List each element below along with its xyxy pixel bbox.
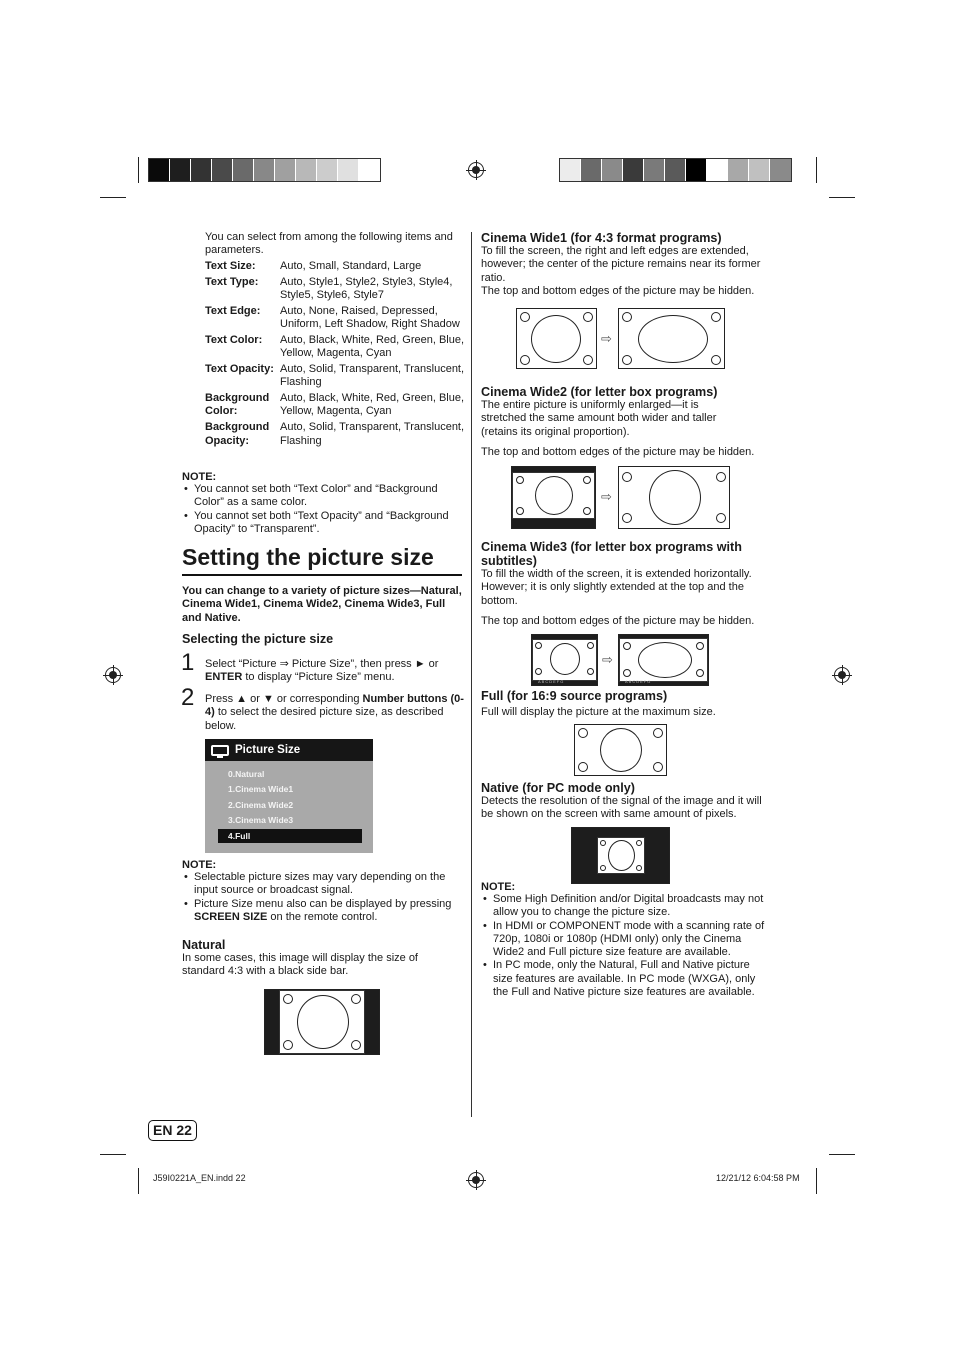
cinema-wide1-note: The top and bottom edges of the picture may be hidden. <box>481 285 755 297</box>
note-block-3: NOTE: • Some High Definition and/or Digital broadcasts may not allow you to change the picture size. • In HDMI or COMPONENT mode with a scanning rate of 720p, 1080i or 1080p (HDMI only) only the Cinema Wide2 and Full picture size feature are available. • In PC mode, only the Natural, Full and Native picture size features are available. In PC mode (WXGA), only the Full and Native picture size features are available. <box>481 881 766 999</box>
caption-params-table <box>205 260 470 450</box>
section-title: Setting the picture size <box>182 543 462 576</box>
param-row: Text Type: Auto, Style1, Style2, Style3, Style4, Style5, Style6, Style7 <box>205 275 453 302</box>
note-block-1: NOTE: • You cannot set both “Text Color” and “Background Color” as a same color. • You cannot set both “Text Opacity” and “Background Opacity” to “Transparent”. <box>182 471 467 536</box>
color-swatch <box>359 159 380 181</box>
column-divider <box>471 232 472 1117</box>
color-swatch <box>338 159 359 181</box>
registration-mark-left <box>105 667 121 683</box>
param-row: Background Color: Auto, Black, White, Red, Green, Blue, Yellow, Magenta, Cyan <box>205 392 465 418</box>
cinema-wide3-before-diagram: ABCDEFG <box>531 634 598 686</box>
color-swatch <box>254 159 275 181</box>
cinema-wide3-heading: Cinema Wide3 (for letter box programs with subtitles) <box>481 540 742 568</box>
native-heading: Native (for PC mode only) <box>481 781 635 795</box>
cinema-wide1-before-diagram <box>516 308 597 369</box>
natural-diagram <box>264 989 380 1055</box>
color-swatch <box>317 159 338 181</box>
cinema-wide2-heading: Cinema Wide2 (for letter box programs) <box>481 385 718 399</box>
footer-file: J59I0221A_EN.indd 22 <box>153 1173 246 1183</box>
note-item: • In PC mode, only the Natural, Full and Native picture size features are available. In PC mode (WXGA), only the Full and Native picture size features are available. <box>481 959 766 999</box>
cinema-wide2-after-diagram <box>618 466 730 529</box>
color-swatch <box>149 159 170 181</box>
cinema-wide2-text: The entire picture is uniformly enlarged—it is stretched the same amount both wider and taller (retains its original proportion). <box>481 399 717 438</box>
note-item: • You cannot set both “Text Color” and “Background Color” as a same color. <box>182 483 467 510</box>
natural-heading: Natural <box>182 938 226 952</box>
cinema-wide3-text: To fill the width of the screen, it is extended horizontally. However; it is only slightly extended at the top and the bottom. <box>481 568 752 607</box>
menu-item-cinema-wide1[interactable]: 1.Cinema Wide1 <box>228 784 294 794</box>
color-swatch <box>581 159 602 181</box>
arrow-right-icon: ⇨ <box>602 652 613 667</box>
color-swatch <box>212 159 233 181</box>
color-swatch <box>275 159 296 181</box>
native-text: Detects the resolution of the signal of the image and it will be shown on the screen with same amount of pixels. <box>481 795 762 821</box>
color-swatch <box>770 159 791 181</box>
menu-item-cinema-wide2[interactable]: 2.Cinema Wide2 <box>228 800 294 810</box>
cinema-wide1-text: To fill the screen, the right and left edges are extended, however; the center of the picture remains near its former ratio. <box>481 245 761 284</box>
menu-item-full[interactable]: 4.Full <box>218 829 362 843</box>
intro-text: You can select from among the following items and parameters. <box>205 231 453 257</box>
cinema-wide2-before-diagram <box>511 466 596 529</box>
color-swatch <box>602 159 623 181</box>
color-swatch <box>686 159 707 181</box>
note-block-2: NOTE: • Selectable picture sizes may vary depending on the input source or broadcast signal. • Picture Size menu also can be displayed by pressing SCREEN SIZE on the remote control. <box>182 859 467 924</box>
param-row: Text Color: Auto, Black, White, Red, Green, Blue, Yellow, Magenta, Cyan <box>205 333 465 360</box>
param-row: Text Edge: Auto, None, Raised, Depressed, Uniform, Left Shadow, Right Shadow <box>205 304 460 331</box>
color-swatch <box>728 159 749 181</box>
menu-title: Picture Size <box>235 744 301 756</box>
color-swatch <box>296 159 317 181</box>
footer-date: 12/21/12 6:04:58 PM <box>716 1173 800 1183</box>
color-swatch <box>665 159 686 181</box>
menu-header <box>205 739 373 761</box>
page-number-badge: EN 22 <box>148 1120 197 1141</box>
note-item: • Picture Size menu also can be displayed by pressing SCREEN SIZE on the remote control. <box>182 898 467 925</box>
note-item: • Selectable picture sizes may vary depending on the input source or broadcast signal. <box>182 871 467 898</box>
note-item: • Some High Definition and/or Digital broadcasts may not allow you to change the picture size. <box>481 893 766 920</box>
color-swatch <box>170 159 191 181</box>
param-row: Text Opacity: Auto, Solid, Transparent, Translucent, Flashing <box>205 363 465 389</box>
registration-mark-bottom <box>468 1172 484 1188</box>
color-bar-right <box>559 158 792 182</box>
arrow-right-icon: ⇨ <box>601 331 612 346</box>
color-swatch <box>560 159 581 181</box>
menu-item-natural[interactable]: 0.Natural <box>228 769 265 779</box>
cinema-wide2-note: The top and bottom edges of the picture may be hidden. <box>481 446 755 458</box>
step-2-text: Press ▲ or ▼ or corresponding Number buttons (0-4) to select the desired picture size, as described below. <box>205 693 464 732</box>
registration-mark-right <box>834 667 850 683</box>
arrow-right-icon: ⇨ <box>601 489 612 504</box>
color-swatch <box>191 159 212 181</box>
full-text: Full will display the picture at the maximum size. <box>481 706 716 718</box>
step-1-number: 1 <box>181 649 195 676</box>
natural-text: In some cases, this image will display the size of standard 4:3 with a black side bar. <box>182 952 418 978</box>
cinema-wide3-after-diagram: ABCDEFG <box>618 634 709 686</box>
note-item: • You cannot set both “Text Opacity” and “Background Opacity” to “Transparent”. <box>182 510 467 537</box>
color-swatch <box>233 159 254 181</box>
menu-item-cinema-wide3[interactable]: 3.Cinema Wide3 <box>228 815 294 825</box>
cinema-wide3-note: The top and bottom edges of the picture may be hidden. <box>481 615 755 627</box>
selecting-heading: Selecting the picture size <box>182 632 334 646</box>
registration-mark-top <box>468 162 484 178</box>
color-swatch <box>644 159 665 181</box>
color-swatch <box>707 159 728 181</box>
step-2-number: 2 <box>181 684 195 711</box>
color-swatch <box>749 159 770 181</box>
full-diagram <box>574 724 667 776</box>
color-swatch <box>623 159 644 181</box>
cinema-wide1-after-diagram <box>618 308 725 369</box>
note-item: • In HDMI or COMPONENT mode with a scanning rate of 720p, 1080i or 1080p (HDMI only) only the Cinema Wide2 and Full picture size feature are available. <box>481 920 766 960</box>
param-row: Text Size: Auto, Small, Standard, Large <box>205 260 422 272</box>
full-heading: Full (for 16:9 source programs) <box>481 689 668 703</box>
param-row: Background Opacity: Auto, Solid, Transparent, Translucent, Flashing <box>205 421 465 447</box>
cinema-wide1-heading: Cinema Wide1 (for 4:3 format programs) <box>481 231 722 245</box>
picture-size-menu <box>205 739 373 853</box>
native-diagram <box>571 827 670 884</box>
color-bar-left <box>148 158 381 182</box>
tv-icon <box>211 745 229 756</box>
step-1-text: Select “Picture ⇒ Picture Size”, then press ► or ENTER to display “Picture Size” menu. <box>205 658 439 684</box>
section-intro: You can change to a variety of picture sizes—Natural, Cinema Wide1, Cinema Wide2, Cinema Wide3, Full and Native. <box>182 585 462 624</box>
